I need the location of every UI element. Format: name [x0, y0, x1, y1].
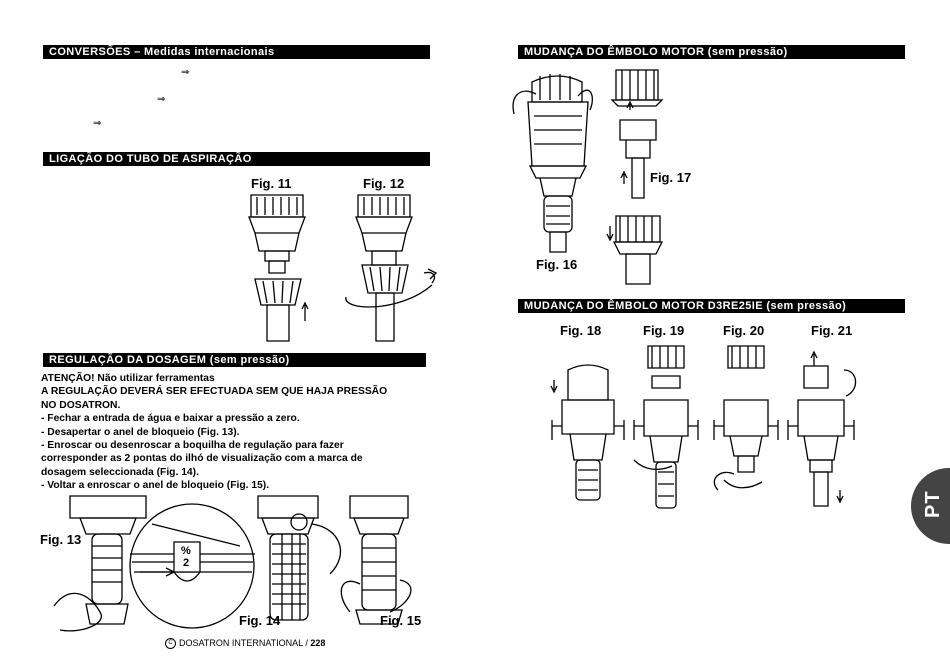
dosage-line: A REGULAÇÃO DEVERÁ SER EFECTUADA SEM QUE HAJA PRESSÃO [41, 386, 388, 398]
fig-11-label: Fig. 11 [251, 176, 292, 191]
page-footer [165, 638, 325, 649]
dosage-line: ATENÇÃO! Não utilizar ferramentas [41, 373, 215, 384]
fig-16-illustration [510, 66, 600, 256]
dosage-line: - Desapertar o anel de bloqueio (Fig. 13). [41, 426, 240, 438]
fig-13-label: Fig. 13 [40, 532, 82, 547]
dosage-line: - Enroscar ou desenroscar a boquilha de regulação para fazer [41, 440, 344, 452]
conversion-arrow-icon: ⇒ [157, 94, 166, 105]
fig-16-label: Fig. 16 [536, 257, 578, 272]
section-title-conversions: CONVERSÕES – Medidas internacionais [43, 45, 430, 59]
fig-11-illustration [245, 193, 315, 343]
fig-17-label: Fig. 17 [650, 170, 692, 185]
fig-20-label: Fig. 20 [723, 323, 765, 338]
fig-12-label: Fig. 12 [363, 176, 405, 191]
section-title-piston-change-d3re25ie: MUDANÇA DO ÊMBOLO MOTOR D3RE25IE (sem pressão) [518, 299, 905, 313]
fig-14-label: Fig. 14 [239, 613, 281, 628]
dosage-line: dosagem seleccionada (Fig. 14). [41, 466, 199, 478]
dosage-line: - Fechar a entrada de água e baixar a pressão a zero. [41, 413, 300, 425]
fig-18-label: Fig. 18 [560, 323, 602, 338]
dosage-line: - Voltar a enroscar o anel de bloqueio (Fig. 15). [41, 480, 270, 492]
conversion-arrow-icon: ⇒ [93, 118, 102, 129]
section-title-piston-change: MUDANÇA DO ÊMBOLO MOTOR (sem pressão) [518, 45, 905, 59]
fig-21-label: Fig. 21 [811, 323, 853, 338]
fig-12-illustration [340, 193, 440, 343]
language-tab-label: PT [922, 490, 944, 518]
dosage-line: NO DOSATRON. [41, 399, 121, 411]
copyright-icon: C [165, 638, 176, 649]
fig-15-label: Fig. 15 [380, 613, 422, 628]
fig-19-label: Fig. 19 [643, 323, 685, 338]
page-number: 228 [310, 638, 326, 648]
section-title-suction-tube: LIGAÇÃO DO TUBO DE ASPIRAÇÃO [43, 152, 430, 166]
dosage-line: corresponder as 2 pontas do ilhó de visualização com a marca de [41, 453, 363, 465]
section-title-dosage: REGULAÇÃO DA DOSAGEM (sem pressão) [43, 353, 426, 367]
footer-company: DOSATRON INTERNATIONAL / [179, 638, 311, 648]
dosage-instructions [41, 372, 431, 493]
conversion-arrow-icon: ⇒ [181, 67, 190, 78]
fig-18-21-illustration [548, 340, 868, 520]
scale-percent-label: % [181, 545, 191, 557]
scale-value-label: 2 [183, 557, 190, 569]
